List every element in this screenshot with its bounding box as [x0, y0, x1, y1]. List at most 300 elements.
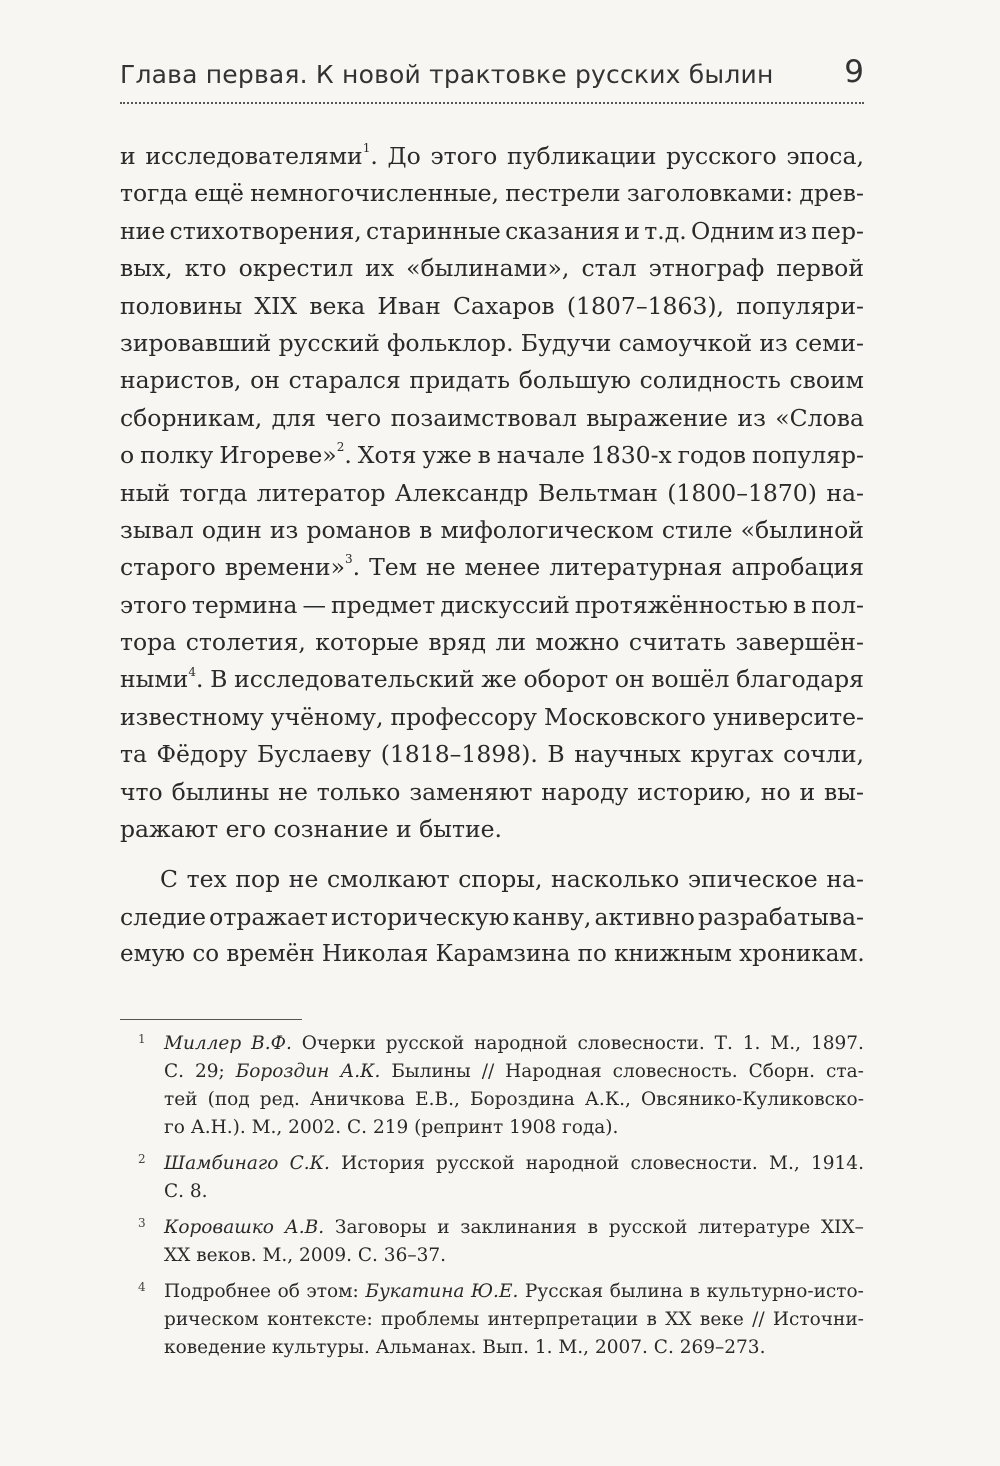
word	[179, 475, 247, 512]
word	[770, 1030, 801, 1058]
text-run: .	[370, 142, 378, 170]
footnote-number: 1	[138, 1032, 146, 1046]
text-line	[164, 1030, 864, 1058]
text-run: популяр-	[751, 441, 864, 470]
text-run: литературная	[549, 553, 723, 582]
word	[773, 1306, 864, 1334]
word	[387, 325, 514, 362]
text-run: ный	[120, 478, 171, 507]
text-run: в	[419, 515, 433, 544]
word	[793, 587, 806, 624]
word	[164, 1058, 184, 1086]
word	[525, 1278, 603, 1306]
word	[458, 861, 542, 898]
text-run: эпоса,	[786, 142, 864, 170]
word	[302, 1030, 376, 1058]
text-run: 1897.	[810, 1033, 864, 1054]
text-run: активно	[594, 902, 695, 931]
text-run: кругах	[690, 740, 774, 769]
text-run: Овсянико-Куликовско-	[641, 1089, 864, 1110]
text-run: С. 8.	[164, 1181, 208, 1202]
word	[257, 475, 386, 512]
word	[613, 1058, 738, 1086]
text-run: ли	[495, 628, 527, 657]
text-run: Тем	[369, 553, 417, 582]
word	[536, 624, 620, 661]
text-run: и	[437, 1217, 450, 1238]
word	[440, 512, 653, 549]
text-run: заголовками:	[626, 179, 794, 208]
text-run: Заговоры	[334, 1217, 427, 1238]
text-run: в	[477, 441, 491, 470]
text-line	[120, 549, 864, 586]
word	[306, 512, 411, 549]
word	[428, 624, 486, 661]
text-line	[164, 1306, 864, 1334]
text-run: протяжённостью	[574, 590, 788, 619]
text-run: 1830-х	[590, 441, 672, 470]
text-line	[120, 774, 864, 811]
text-run: .	[352, 553, 361, 582]
word	[365, 1278, 464, 1306]
word	[574, 736, 681, 773]
word	[474, 1030, 568, 1058]
word	[377, 288, 440, 325]
text-run: литературе	[698, 1217, 811, 1238]
text-run: ние	[120, 216, 166, 245]
text-run: В	[547, 740, 565, 769]
text-run: благодаря	[736, 665, 864, 694]
text-run: тех	[186, 865, 227, 894]
word	[209, 899, 328, 936]
word	[310, 1086, 405, 1114]
text-run: наристов,	[120, 366, 242, 395]
text-run: времени»	[224, 553, 345, 582]
word	[826, 475, 864, 512]
text-run: он	[250, 366, 280, 395]
word	[749, 1058, 815, 1086]
text-line	[164, 1086, 864, 1114]
word	[279, 325, 380, 362]
text-run: В	[210, 665, 228, 694]
word	[779, 213, 807, 250]
word	[302, 587, 326, 624]
word	[795, 325, 864, 362]
text-run: (1818–1898).	[380, 740, 538, 769]
line-content	[164, 1178, 208, 1206]
word	[551, 861, 679, 898]
line-content	[164, 1114, 618, 1142]
text-run: сказания	[505, 216, 620, 245]
text-run: (1800–1870)	[667, 478, 817, 507]
word	[422, 437, 471, 474]
word	[776, 250, 864, 287]
author-name: В.Ф.	[251, 1033, 292, 1054]
word	[170, 213, 362, 250]
text-run: что	[120, 777, 163, 806]
text-line	[120, 400, 864, 437]
word	[390, 699, 537, 736]
word	[365, 250, 394, 287]
word	[391, 1058, 470, 1086]
word	[549, 549, 722, 586]
word	[120, 138, 136, 175]
word	[647, 1306, 657, 1334]
text-run: древ-	[799, 179, 864, 208]
text-run: Аничкова	[309, 1089, 405, 1110]
text-run: насколько	[551, 865, 680, 894]
word	[290, 1150, 330, 1178]
text-run: русского	[666, 142, 777, 170]
word	[521, 325, 612, 362]
text-run: вряд	[428, 628, 486, 657]
word	[488, 1306, 639, 1334]
text-run: пер-	[811, 216, 864, 245]
text-run: старался	[288, 366, 401, 395]
word	[629, 624, 726, 661]
word	[482, 1058, 494, 1086]
text-run: Народная	[505, 1061, 602, 1082]
word	[164, 1086, 198, 1114]
line-content	[120, 936, 865, 973]
author-name: Миллер	[164, 1033, 242, 1054]
word	[164, 1150, 278, 1178]
text-line	[120, 475, 864, 512]
text-run: пестрели	[505, 179, 621, 208]
text-run: рическом	[164, 1309, 259, 1330]
text-run: старинные	[366, 216, 501, 245]
word	[799, 774, 815, 811]
main-text	[120, 138, 864, 974]
word	[186, 624, 306, 661]
word	[160, 861, 178, 898]
text-run: же	[481, 665, 517, 694]
word	[690, 736, 773, 773]
text-run: из	[269, 515, 299, 544]
text-run: былины	[171, 777, 270, 806]
author-name: Шамбинаго	[164, 1153, 279, 1174]
text-run: словесности.	[577, 1033, 705, 1054]
running-header	[120, 56, 864, 104]
word	[120, 624, 176, 661]
text-run: можно	[535, 628, 620, 657]
text-run: Московского	[544, 702, 706, 731]
word	[775, 400, 864, 437]
text-line	[120, 936, 864, 973]
word	[640, 362, 781, 399]
text-run: не	[278, 777, 308, 806]
word	[145, 138, 377, 175]
word	[278, 774, 308, 811]
word	[219, 437, 352, 474]
text-run: Фёдору	[156, 740, 248, 769]
text-run: Иван	[377, 291, 441, 320]
word	[251, 1030, 292, 1058]
text-run: зывал	[120, 515, 194, 544]
text-run: пол-	[811, 590, 864, 619]
word	[340, 1058, 380, 1086]
text-run: публикации	[507, 142, 657, 170]
text-run: проблемы	[381, 1309, 480, 1330]
text-run: не	[426, 553, 456, 582]
text-run: народной	[474, 1033, 568, 1054]
text-run: из	[759, 328, 788, 357]
text-run: солидность	[639, 366, 781, 395]
word	[826, 1058, 864, 1086]
text-line	[120, 288, 864, 325]
text-run: научных	[574, 740, 681, 769]
text-run: Сахаров	[452, 291, 555, 320]
text-run: первой	[776, 254, 864, 283]
word	[547, 736, 564, 773]
text-line	[120, 138, 864, 175]
text-run: половины	[120, 291, 243, 320]
text-run: Т.	[714, 1033, 733, 1054]
text-run: Александр	[394, 478, 529, 507]
text-run: 1.	[742, 1033, 761, 1054]
word	[306, 1278, 358, 1306]
word	[120, 512, 194, 549]
word	[541, 774, 628, 811]
text-line	[164, 1334, 864, 1362]
word	[187, 861, 227, 898]
text-run: сборникам,	[120, 403, 263, 432]
word	[386, 1030, 464, 1058]
text-line	[120, 512, 864, 549]
text-run: ред.	[259, 1089, 300, 1110]
word	[761, 774, 791, 811]
word	[585, 1086, 631, 1114]
text-run: Подробнее	[164, 1281, 272, 1302]
text-run: Сборн.	[748, 1061, 816, 1082]
text-run: семи-	[795, 328, 864, 357]
word	[409, 362, 510, 399]
word	[591, 437, 672, 474]
word	[478, 437, 491, 474]
text-run: История	[341, 1153, 425, 1174]
text-run: не	[288, 865, 319, 894]
word	[715, 1030, 733, 1058]
word	[381, 736, 538, 773]
text-run: М.,	[770, 1033, 802, 1054]
text-run: С	[160, 865, 178, 894]
text-run: смолкают	[326, 865, 450, 894]
word	[678, 437, 746, 474]
text-run: на-	[826, 865, 864, 894]
text-run: об	[277, 1281, 300, 1302]
text-line	[120, 899, 864, 936]
word	[289, 861, 319, 898]
text-run: мифологическом	[440, 515, 654, 544]
word	[512, 899, 591, 936]
word	[366, 213, 501, 250]
footnote-ref: 3	[344, 552, 353, 567]
line-content	[120, 811, 502, 848]
text-run: Бороздина	[469, 1089, 575, 1110]
text-run: апробация	[731, 553, 864, 582]
word	[736, 288, 864, 325]
text-run: старого	[120, 553, 216, 582]
word	[120, 661, 203, 698]
text-run: заклинания	[460, 1217, 577, 1238]
word	[120, 325, 271, 362]
text-run: Вельтман	[537, 478, 658, 507]
text-line	[164, 1214, 864, 1242]
word	[327, 861, 450, 898]
text-line	[120, 325, 864, 362]
word	[120, 774, 163, 811]
word	[524, 661, 609, 698]
word	[460, 1214, 576, 1242]
text-run: го А.Н.). М., 2002. С. 219 (репринт 1908 года).	[164, 1117, 619, 1138]
text-run: Игореве»	[219, 441, 337, 470]
text-run: Очерки	[301, 1033, 376, 1054]
word	[688, 861, 818, 898]
word	[195, 1058, 225, 1086]
word	[637, 774, 752, 811]
author-name: А.В.	[284, 1217, 325, 1238]
text-run: словесности.	[630, 1153, 758, 1174]
word	[272, 400, 316, 437]
text-run: .	[195, 665, 204, 694]
word	[826, 861, 864, 898]
text-run: следие	[120, 902, 207, 931]
text-run: тогда	[120, 179, 188, 208]
text-run: но	[760, 777, 791, 806]
text-run: столетия,	[185, 628, 306, 657]
word	[120, 475, 170, 512]
word	[665, 1306, 691, 1334]
text-run: народу	[541, 777, 629, 806]
word	[651, 661, 729, 698]
text-run: Одним	[690, 216, 775, 245]
word	[395, 475, 529, 512]
word	[786, 138, 864, 175]
word	[578, 1030, 705, 1058]
word	[210, 661, 227, 698]
page-number: 9	[844, 54, 864, 90]
text-run: веке	[699, 1309, 744, 1330]
word	[278, 1278, 300, 1306]
text-run: .	[344, 441, 352, 470]
word	[285, 1214, 324, 1242]
footnote-ref: 2	[336, 440, 345, 455]
word	[341, 1150, 425, 1178]
text-run: и	[799, 777, 816, 806]
text-run: предмет	[331, 590, 436, 619]
word	[741, 512, 864, 549]
word	[736, 661, 864, 698]
word	[769, 1150, 800, 1178]
word	[707, 1278, 864, 1306]
word	[440, 587, 569, 624]
line-content	[164, 1334, 765, 1362]
text-run: заменяют	[409, 777, 533, 806]
word	[436, 1150, 514, 1178]
footnote	[120, 1278, 864, 1362]
word	[667, 475, 817, 512]
word	[120, 175, 188, 212]
text-run: Буслаеву	[256, 740, 372, 769]
word	[157, 736, 248, 773]
word	[641, 1086, 864, 1114]
text-run: в	[587, 1217, 599, 1238]
text-run: учёному,	[270, 702, 384, 731]
text-run: начале	[496, 441, 585, 470]
text-run: оборот	[523, 665, 609, 694]
text-run: русской	[385, 1033, 465, 1054]
text-run: 1914.	[810, 1153, 864, 1174]
word	[811, 587, 864, 624]
text-run: эпическое	[687, 865, 818, 894]
word	[824, 774, 864, 811]
text-line	[164, 1150, 864, 1178]
word	[192, 587, 298, 624]
text-run: этого	[430, 142, 498, 170]
word	[289, 362, 401, 399]
text-run: о	[120, 441, 135, 470]
word	[257, 736, 371, 773]
word	[437, 1214, 449, 1242]
text-run: вошёл	[651, 665, 730, 694]
text-run: культурно-истo-	[706, 1281, 864, 1302]
text-run: их	[365, 254, 395, 283]
word	[743, 1030, 761, 1058]
word	[164, 1214, 274, 1242]
text-run: Источни-	[772, 1309, 864, 1330]
running-title: Глава первая. К новой трактовке русских былин	[120, 60, 774, 89]
text-run: ными	[120, 665, 189, 694]
text-run: историческую	[331, 902, 510, 931]
word	[821, 1214, 864, 1242]
text-run: былина	[609, 1281, 684, 1302]
text-line	[120, 624, 864, 661]
footnote-number: 2	[138, 1152, 146, 1166]
word	[505, 175, 620, 212]
text-run: известному	[120, 702, 264, 731]
text-run: тора	[120, 628, 177, 657]
word	[120, 587, 187, 624]
word	[544, 699, 706, 736]
word	[666, 138, 777, 175]
word	[567, 288, 724, 325]
word	[250, 175, 499, 212]
word	[690, 1278, 700, 1306]
text-run: только	[316, 777, 401, 806]
author-name: Ю.Е.	[470, 1281, 519, 1302]
text-run: стихотворения,	[169, 216, 362, 245]
word	[270, 512, 298, 549]
word	[415, 1086, 460, 1114]
text-line	[120, 736, 864, 773]
footnote	[120, 1030, 864, 1142]
word	[505, 1058, 602, 1086]
word	[799, 175, 864, 212]
text-line	[120, 587, 864, 624]
text-run: интерпретации	[487, 1309, 639, 1330]
author-name: А.К.	[340, 1061, 381, 1082]
word	[140, 437, 213, 474]
text-run: русской	[436, 1153, 515, 1174]
text-line	[164, 1058, 864, 1086]
word	[789, 362, 863, 399]
word	[409, 774, 532, 811]
text-run: годов	[677, 441, 747, 470]
text-run: в	[793, 590, 807, 619]
word	[581, 250, 636, 287]
word	[331, 899, 509, 936]
text-run: для	[271, 403, 316, 432]
